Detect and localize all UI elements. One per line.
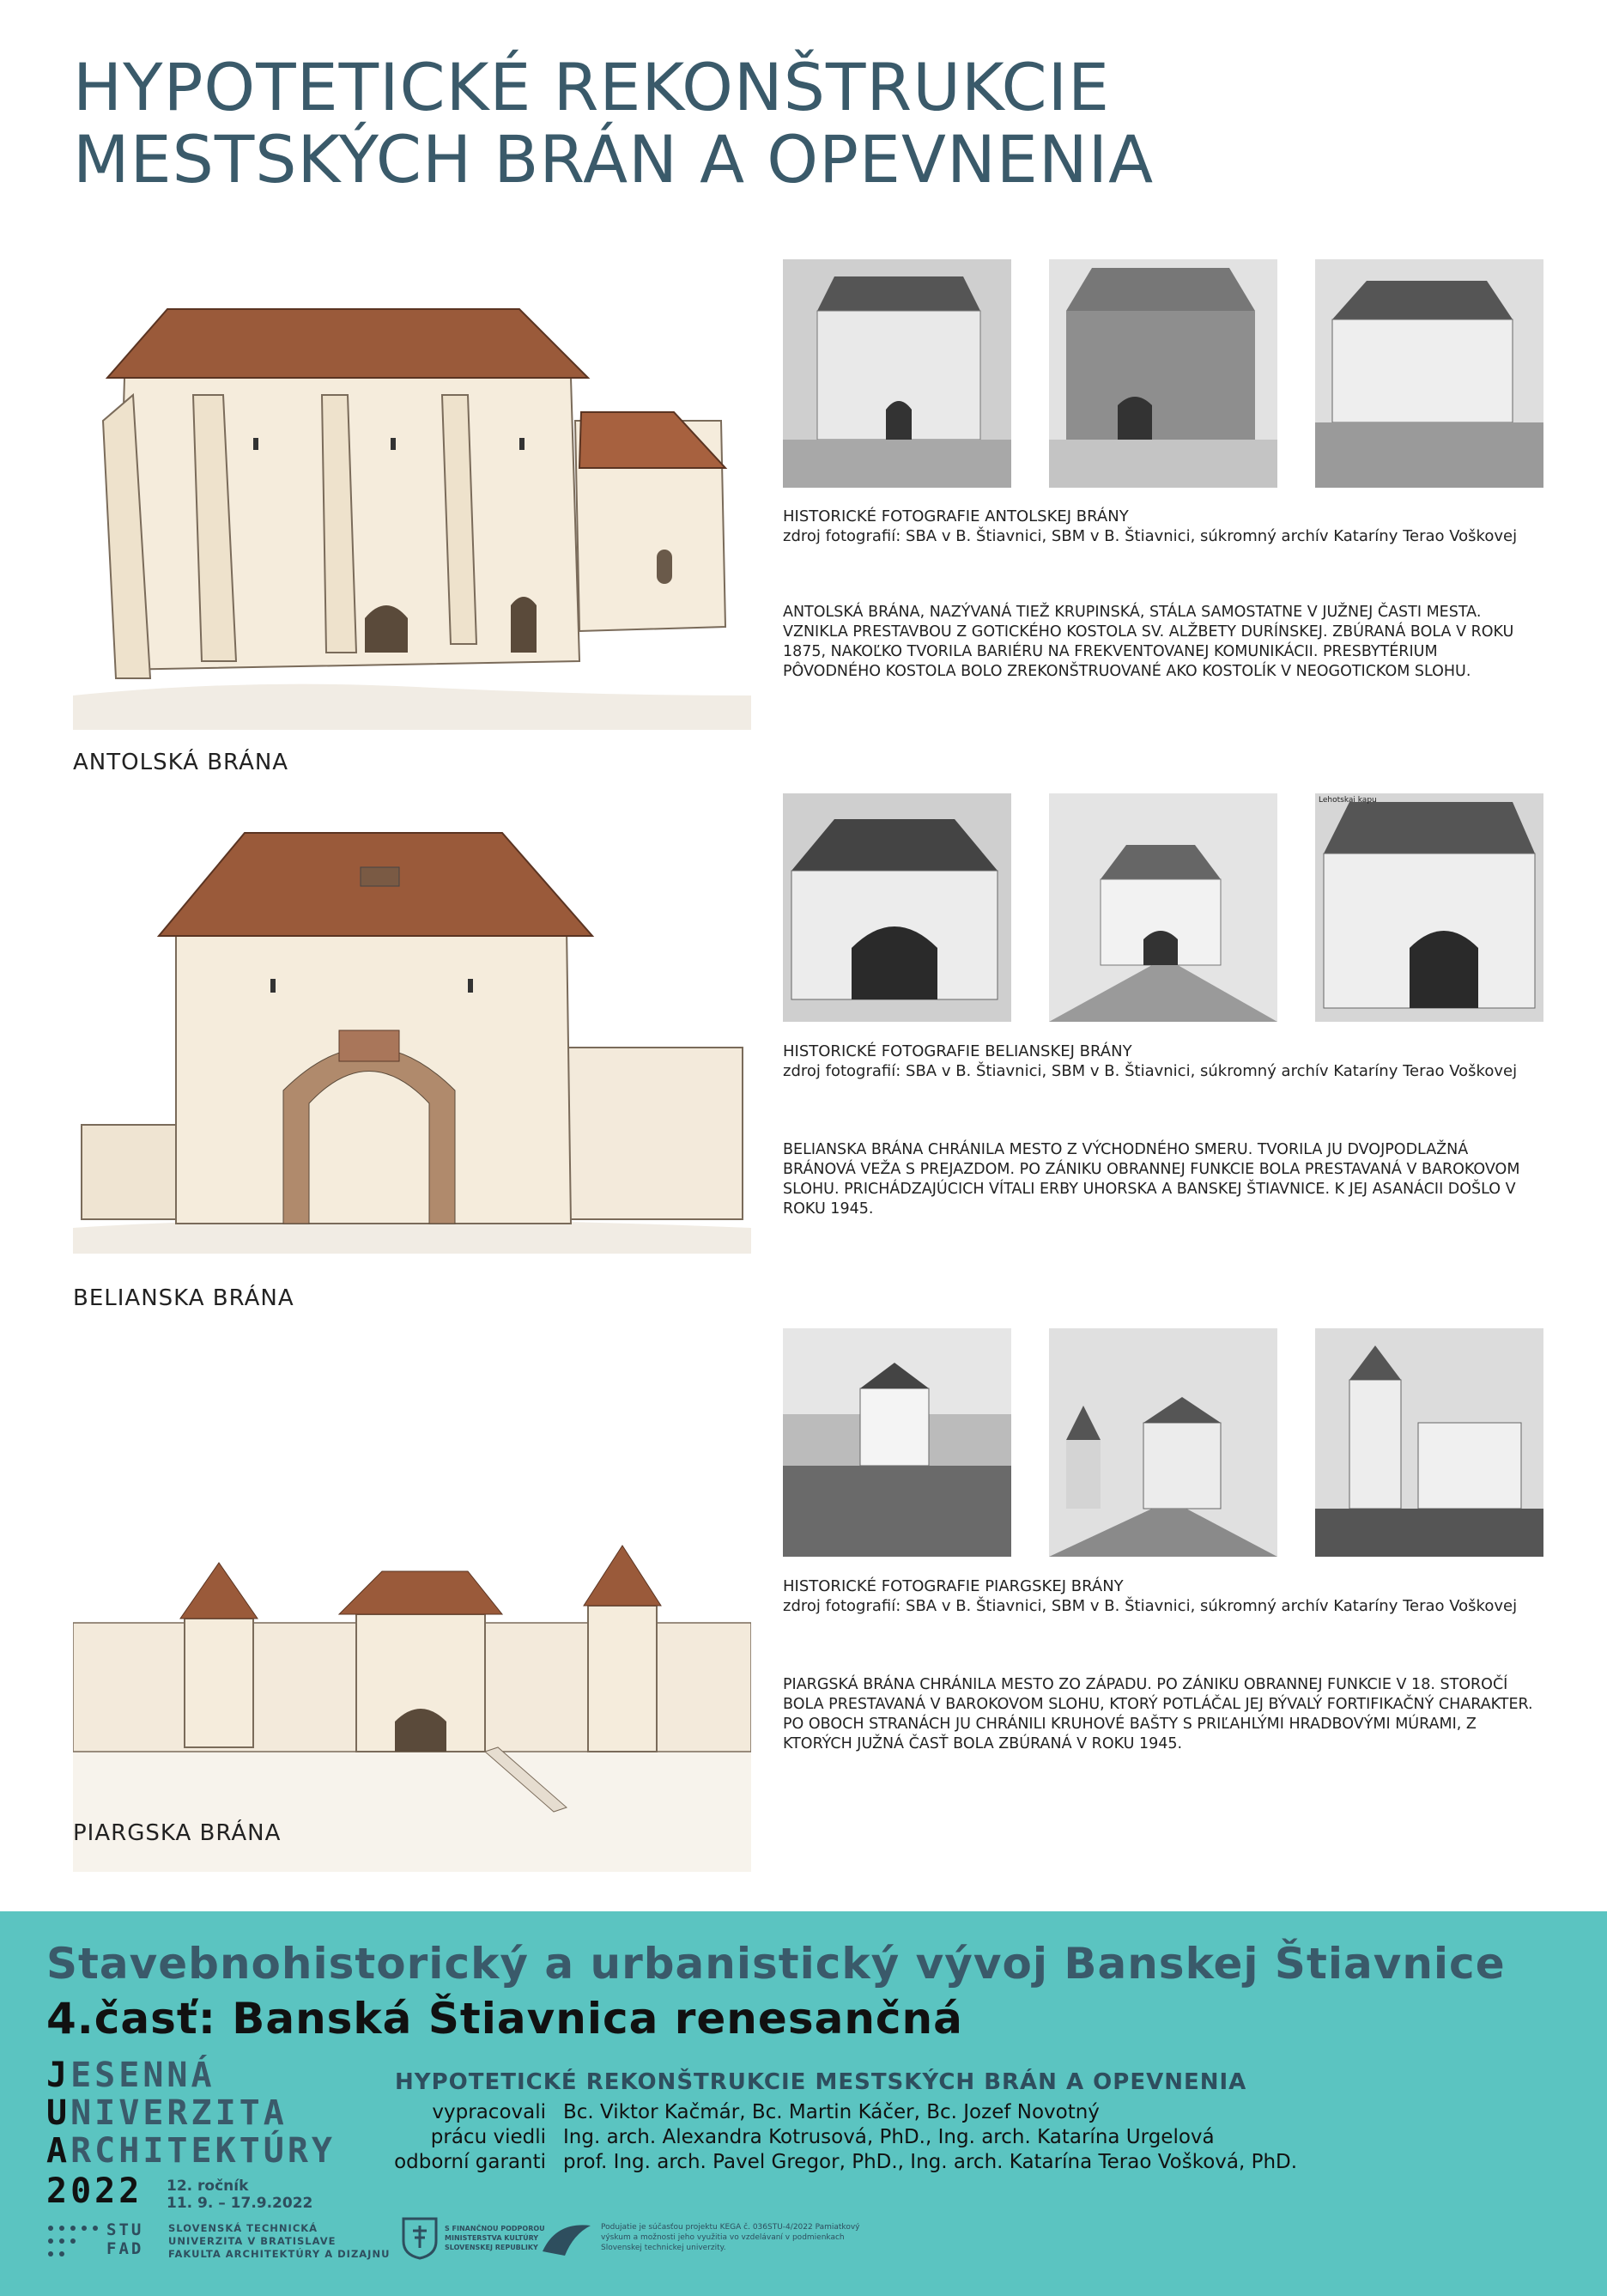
credits-title: HYPOTETICKÉ REKONŠTRUKCIE MESTSKÝCH BRÁN A OPEVNENIA <box>395 2069 1247 2095</box>
credits-value: prof. Ing. arch. Pavel Gregor, PhD., Ing. arch. Katarína Terao Vošková, PhD. <box>563 2151 1298 2173</box>
belianska-gate-drawing <box>73 807 751 1254</box>
antolska-photo-3 <box>1315 259 1543 488</box>
antolska-photo-2 <box>1049 259 1277 488</box>
belianska-description: BELIANSKA BRÁNA CHRÁNILA MESTO Z VÝCHODNÉHO SMERU. TVORILA JU DVOJPODLAŽNÁ BRÁNOVÁ VEŽA S PREJAZDOM. PO ZÁNIKU OBRANNEJ FUNKCIE BOLA PRESTAVANÁ V BAROKOVOM SLOHU. PRICHÁDZAJÚCICH VÍTALI ERBY UHORSKA A BANSKEJ ŠTIAVNICE. K JEJ ASANÁCII DOŠLO V ROKU 1945. <box>783 1141 1520 1218</box>
piargska-gate-drawing <box>73 1477 751 1923</box>
piargska-caption-title: HISTORICKÉ FOTOGRAFIE PIARGSKEJ BRÁNY <box>783 1577 1124 1595</box>
ministry-text: S FINANČNOU PODPOROU MINISTERSTVA KULTÚRY SLOVENSKEJ REPUBLIKY <box>445 2225 545 2251</box>
belianska-photo-3 <box>1315 793 1543 1022</box>
university-name: SLOVENSKÁ TECHNICKÁ UNIVERZITA V BRATISLAVE FAKULTA ARCHITEKTÚRY A DIZAJNU <box>168 2222 391 2260</box>
event-edition <box>167 2178 312 2212</box>
antolska-caption-source: zdroj fotografií: SBA v B. Štiavnici, SBM v B. Štiavnici, súkromný archív Kataríny Terao Voškovej <box>783 527 1518 545</box>
antolska-description: ANTOLSKÁ BRÁNA, NAZÝVANÁ TIEŽ KRUPINSKÁ, STÁLA SAMOSTATNE V JUŽNEJ ČASTI MESTA. VZNIKLA PRESTAVBOU Z GOTICKÉHO KOSTOLA SV. ALŽBETY DURÍNSKEJ. ZBÚRANÁ BOLA V ROKU 1875, NAKOĽKO TVORILA BARIÉRU NA FREKVENTOVANEJ KOMUNIKÁCII. PRESBYTÉRIUM PÔVODNÉHO KOSTOLA BOLO ZREKONŠTRUOVANÉ AKO KOSTOLÍK V NEOGOTICKOM SLOHU. <box>783 604 1514 680</box>
credits-label: vypracovali <box>432 2101 546 2123</box>
slovak-coat-of-arms-icon <box>402 2217 438 2260</box>
event-name <box>46 2056 336 2170</box>
series-title: Stavebnohistorický a urbanistický vývoj Banskej Štiavnice <box>46 1939 1506 1989</box>
page-title <box>73 49 1189 197</box>
credits-row-guarantors <box>391 2150 1297 2175</box>
part-title: 4.časť: Banská Štiavnica renesančná <box>46 1994 963 2044</box>
piargska-description: PIARGSKÁ BRÁNA CHRÁNILA MESTO ZO ZÁPADU. PO ZÁNIKU OBRANNEJ FUNKCIE V 18. STOROČÍ BOLA PRESTAVANÁ V BAROKOVOM SLOHU, KTORÝ POTLÁČAL JEJ BÝVALÝ FORTIFIKAČNÝ CHARAKTER. PO OBOCH STRANÁCH JU CHRÁNILI KRUHOVÉ BAŠTY S PRIĽAHLÝMI HRADBOVÝMI MÚRAMI, Z KTORÝCH JUŽNÁ ČASŤ BOLA ZBÚRANÁ V ROKU 1945. <box>783 1676 1533 1752</box>
piargska-photo-1 <box>783 1328 1011 1557</box>
credits-label: prácu viedli <box>430 2126 546 2148</box>
antolska-photo-1 <box>783 259 1011 488</box>
event-year: 2022 <box>46 2171 143 2211</box>
antolska-gate-name: ANTOLSKÁ BRÁNA <box>73 750 289 775</box>
belianska-photo-1 <box>783 793 1011 1022</box>
antolska-caption-title: HISTORICKÉ FOTOGRAFIE ANTOLSKEJ BRÁNY <box>783 507 1129 525</box>
kega-text: Podujatie je súčasťou projektu KEGA č. 036STU-4/2022 Pamiatkový výskum a možnosti jeho využitia vo vzdelávaní v podmienkach Slovenskej technickej univerzity. <box>601 2223 860 2252</box>
event-dates: 11. 9. – 17.9.2022 <box>167 2195 313 2212</box>
belianska-caption-title: HISTORICKÉ FOTOGRAFIE BELIANSKEJ BRÁNY <box>783 1042 1132 1060</box>
stu-dots-icon <box>46 2224 98 2262</box>
belianska-caption <box>783 1042 1538 1081</box>
credits-label: odborní garanti <box>394 2151 546 2173</box>
piargska-photo-3 <box>1315 1328 1543 1557</box>
event-line-2: UNIVERZITA <box>46 2093 288 2133</box>
piargska-caption <box>783 1576 1538 1616</box>
event-line-1: JESENNÁ <box>46 2056 215 2095</box>
page-title-line-2: MESTSKÝCH BRÁN A OPEVNENIA <box>73 121 1155 197</box>
kega-logo-icon <box>539 2217 594 2260</box>
belianska-photo-label: Lehotskai kapu <box>1319 796 1377 805</box>
credits-value: Bc. Viktor Kačmár, Bc. Martin Káčer, Bc. Jozef Novotný <box>563 2101 1100 2123</box>
antolska-caption <box>783 507 1538 546</box>
credits-block <box>391 2100 1297 2175</box>
piargska-photo-2 <box>1049 1328 1277 1557</box>
credits-row-supervisors <box>391 2125 1297 2150</box>
credits-row-authors <box>391 2100 1297 2125</box>
piargska-gate-name: PIARGSKA BRÁNA <box>73 1820 282 1846</box>
belianska-photo-2 <box>1049 793 1277 1022</box>
page-title-line-1: HYPOTETICKÉ REKONŠTRUKCIE <box>73 49 1111 125</box>
stu-logo-text: STU FAD <box>106 2220 144 2258</box>
antolska-gate-drawing <box>73 283 751 730</box>
piargska-caption-source: zdroj fotografií: SBA v B. Štiavnici, SBM v B. Štiavnici, súkromný archív Kataríny Terao Voškovej <box>783 1597 1518 1615</box>
belianska-caption-source: zdroj fotografií: SBA v B. Štiavnici, SBM v B. Štiavnici, súkromný archív Kataríny Terao Voškovej <box>783 1062 1518 1080</box>
credits-value: Ing. arch. Alexandra Kotrusová, PhD., Ing. arch. Katarína Urgelová <box>563 2126 1215 2148</box>
edition-number: 12. ročník <box>167 2178 249 2195</box>
belianska-gate-name: BELIANSKA BRÁNA <box>73 1285 294 1311</box>
event-line-3: ARCHITEKTÚRY <box>46 2131 336 2171</box>
